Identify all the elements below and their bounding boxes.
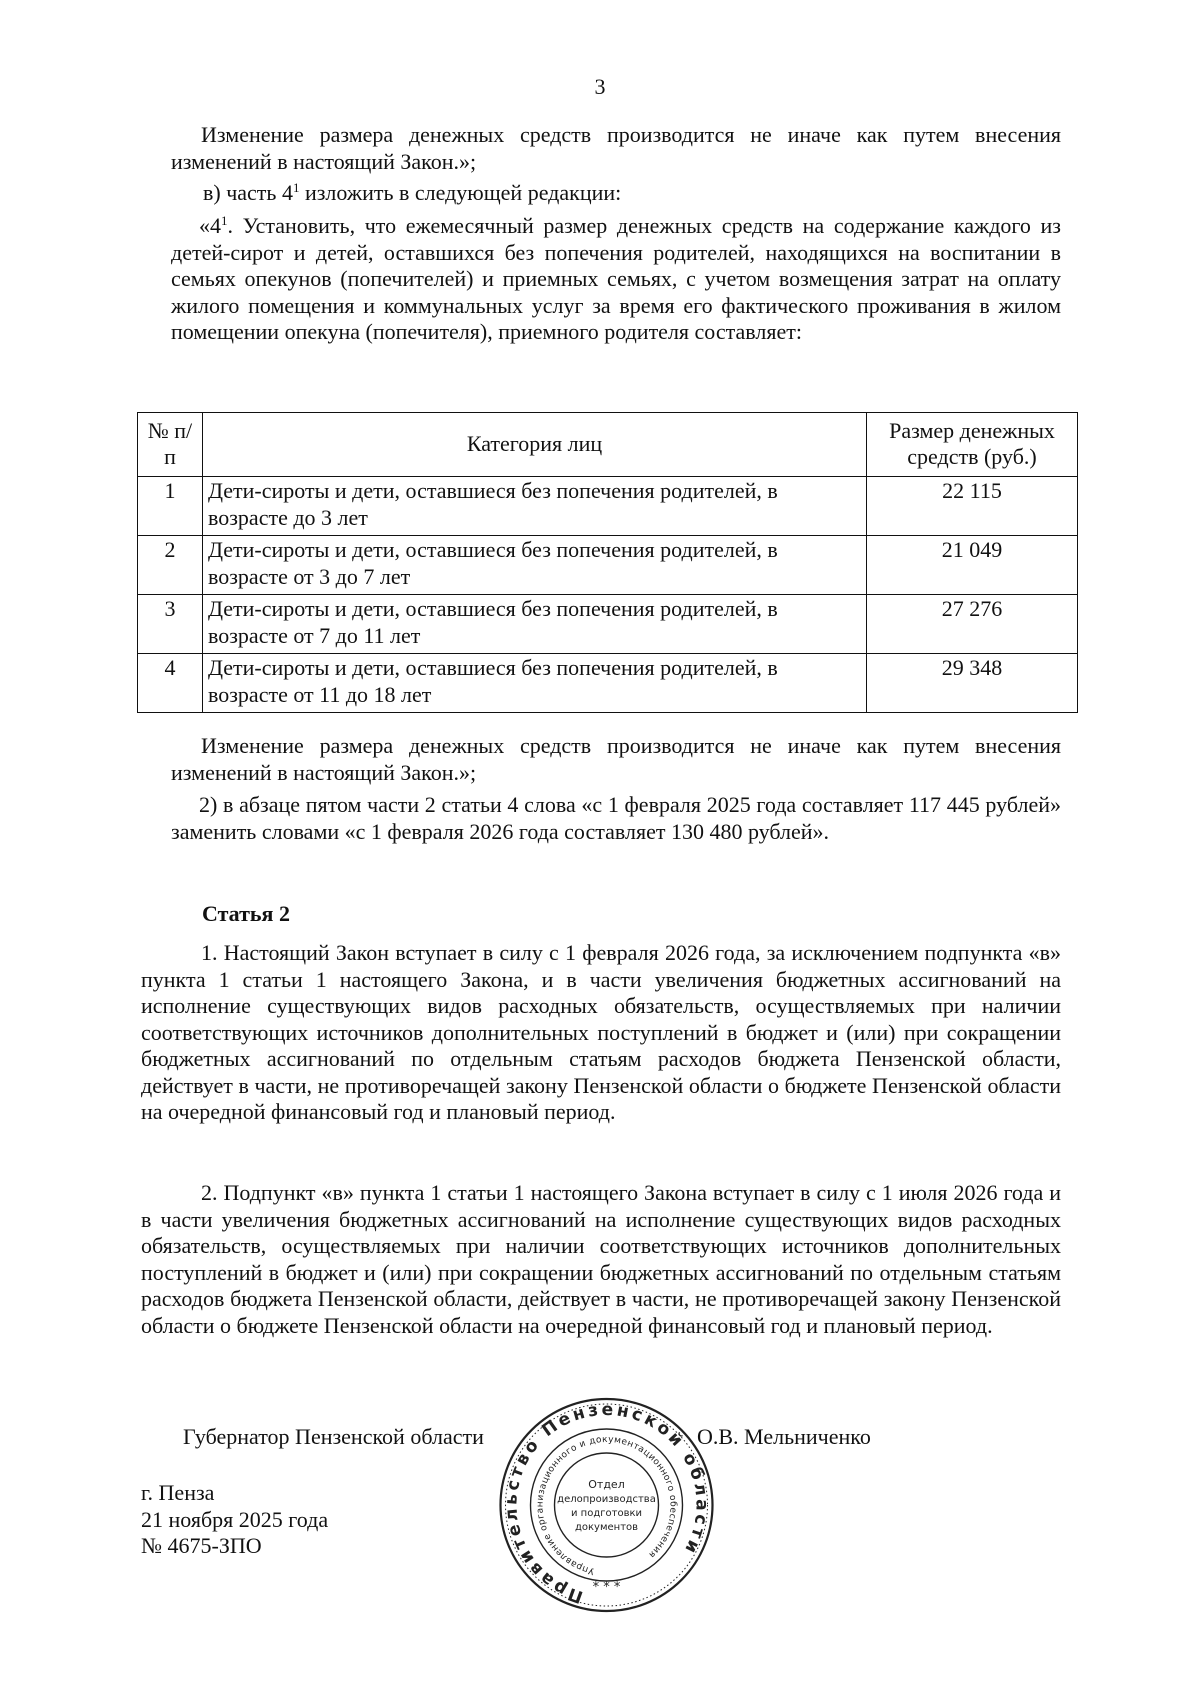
row-amount: 21 049	[867, 536, 1078, 595]
row-category: Дети-сироты и дети, оставшиеся без попечения родителей, в возрасте от 7 до 11 лет	[203, 595, 867, 654]
table-row	[138, 654, 1078, 713]
table-row	[138, 595, 1078, 654]
row-amount: 29 348	[867, 654, 1078, 713]
row-amount: 27 276	[867, 595, 1078, 654]
stamp-center-line-3: и подготовки	[571, 1508, 642, 1519]
stamp-center-line-4: документов	[574, 1522, 639, 1533]
row-amount: 22 115	[867, 477, 1078, 536]
row-category: Дети-сироты и дети, оставшиеся без попечения родителей, в возрасте до 3 лет	[203, 477, 867, 536]
row-number: 4	[138, 654, 203, 713]
row-category: Дети-сироты и дети, оставшиеся без попечения родителей, в возрасте от 11 до 18 лет	[203, 654, 867, 713]
paragraph-part-4-1: в) часть $4^1$ изложить в следующей редакции:	[203, 180, 622, 205]
signing-details	[141, 1480, 328, 1560]
law-number: № 4675-ЗПО	[141, 1533, 262, 1558]
table-header-row	[138, 413, 1078, 477]
table-row	[138, 536, 1078, 595]
row-number: 2	[138, 536, 203, 595]
row-category: Дети-сироты и дети, оставшиеся без попечения родителей, в возрасте от 3 до 7 лет	[203, 536, 867, 595]
article-2-paragraph-1: 1. Настоящий Закон вступает в силу с 1 февраля 2026 года, за исключением подпункта «в» пункта 1 статьи 1 настоящего Закона, и в части увеличения бюджетных ассигнований на исполнение существующих видов расходных обязательств, осуществляемых при наличии соответствующих источников дополнительных поступлений в бюджет и (или) при сокращении бюджетных ассигнований по отдельным статьям расходов бюджета Пензенской области, действует в части, не противоречащей закону Пензенской области о бюджете Пензенской области на очередной финансовый год и плановый период.	[141, 940, 1061, 1124]
stamp-star-mark: * * *	[592, 1580, 621, 1595]
stamp-outer-text: Правительство Пензенской области	[501, 1399, 712, 1607]
stamp-middle-text: Управление организационного и документационного обеспечения	[535, 1434, 678, 1576]
page-number: 3	[594, 74, 606, 99]
signatory-name: О.В. Мельниченко	[697, 1424, 871, 1449]
official-stamp	[494, 1395, 719, 1615]
article-2-paragraph-2: 2. Подпункт «в» пункта 1 статьи 1 настоящего Закона вступает в силу с 1 июля 2026 года и в части увеличения бюджетных ассигнований на исполнение существующих видов расходных обязательств, осуществляемых при наличии соответствующих источников дополнительных поступлений в бюджет и (или) при сокращении бюджетных ассигнований по отдельным статьям расходов бюджета Пензенской области, действует в части, не противоречащей закону Пензенской области о бюджете Пензенской области на очередной финансовый год и плановый период.	[141, 1180, 1061, 1338]
signing-date: 21 ноября 2025 года	[141, 1506, 329, 1532]
paragraph-amount-change-2: Изменение размера денежных средств производится не иначе как путем внесения изменений в настоящий Закон.»;	[171, 733, 1061, 785]
signing-place: г. Пенза	[141, 1480, 215, 1505]
stamp-center-line-1: Отдел	[588, 1478, 625, 1491]
paragraph-establish: «$4^1$. Установить, что ежемесячный размер денежных средств на содержание каждого из детей-сирот и детей, оставшихся без попечения родителей, находящихся на воспитании в семьях опекунов (попечителей) и приемных семьях, с учетом возмещения затрат на оплату жилого помещения и коммунальных услуг за время его фактического проживания в жилом помещении опекуна (попечителя), приемного родителя составляет:	[171, 213, 1061, 344]
table-row	[138, 477, 1078, 536]
stamp-center-ring	[555, 1453, 659, 1557]
row-number: 1	[138, 477, 203, 536]
header-amount: Размер денежных средств (руб.)	[867, 413, 1078, 477]
article-2-title: Статья 2	[202, 901, 290, 926]
row-number: 3	[138, 595, 203, 654]
stamp-inner-ring	[531, 1429, 683, 1581]
allowance-table	[137, 412, 1078, 713]
signatory-position: Губернатор Пензенской области	[183, 1424, 484, 1449]
paragraph-article-4-amendment: 2) в абзаце пятом части 2 статьи 4 слова «с 1 февраля 2025 года составляет 117 445 рублей» заменить словами «с 1 февраля 2026 года составляет 130 480 рублей».	[171, 792, 1061, 844]
paragraph-amount-change-1: Изменение размера денежных средств производится не иначе как путем внесения изменений в настоящий Закон.»;	[171, 122, 1061, 174]
header-category: Категория лиц	[203, 413, 867, 477]
stamp-center-line-2: делопроизводства	[557, 1494, 656, 1505]
header-number: № п/п	[138, 413, 203, 477]
